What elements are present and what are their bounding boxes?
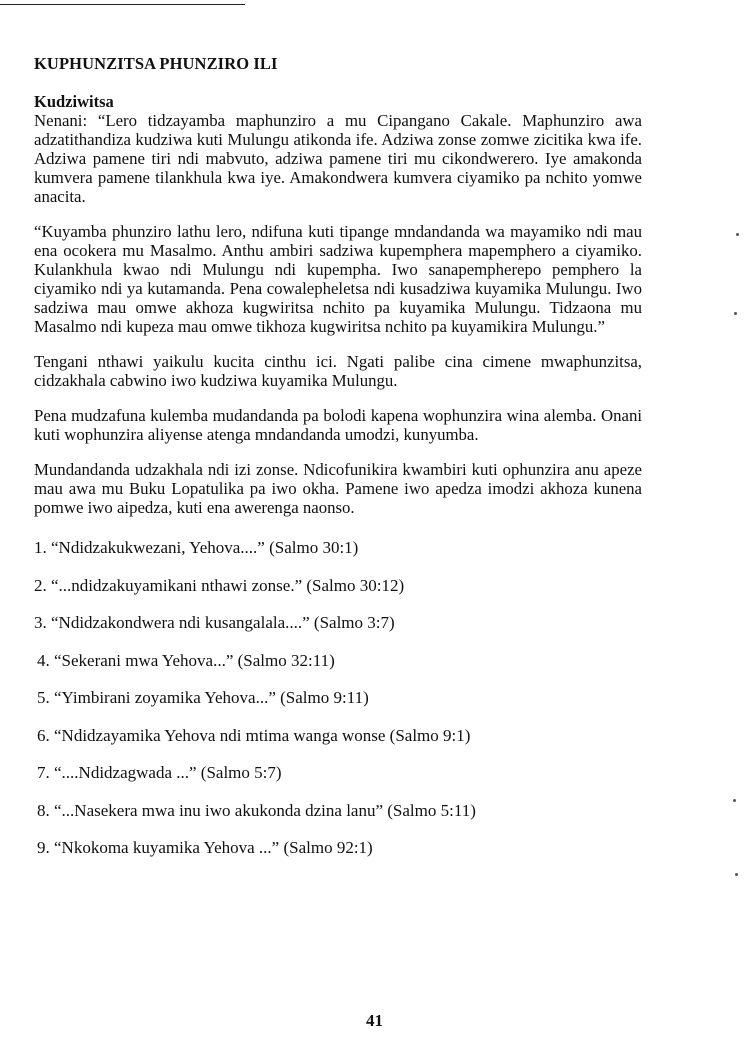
list-item: 8. “...Nasekera mwa inu iwo akukonda dzina lanu” (Salmo 5:11) [37, 800, 476, 820]
top-rule [0, 4, 245, 5]
paragraph-instructions: “Kuyamba phunziro lathu lero, ndifuna kuti tipange mndandanda wa mayamiko ndi mau ena ocokera mu Masalmo. Anthu ambiri sadziwa kupemphera mapemphero a ciyamiko. Kulankhula kwao ndi Mulungu ndi kupempha. Iwo sanapempherepo pemphero la ciyamiko ndi ya kutamanda. Pena cowalepheletsa ndi kusadziwa kuyamika Mulungu. Iwo sadziwa mau omwe akhoza kugwiritsa nchito pa kuyamika Mulungu. Tidzaona mu Masalmo ndi kupeza mau omwe tikhoza kugwiritsa nchito pa kuyamikira Mulungu.” [34, 222, 642, 336]
list-item: 4. “Sekerani mwa Yehova...” (Salmo 32:11) [37, 650, 335, 670]
margin-speck [736, 233, 739, 236]
list-item: 1. “Ndidzakukwezani, Yehova....” (Salmo 30:1) [34, 538, 359, 557]
page-number: 41 [366, 1011, 383, 1030]
list-item: 9. “Nkokoma kuyamika Yehova ...” (Salmo 92:1) [37, 838, 373, 857]
margin-speck [734, 312, 737, 315]
page-body [34, 54, 642, 876]
scripture-list [34, 538, 642, 858]
page-title: KUPHUNZITSA PHUNZIRO ILI [34, 54, 278, 73]
paragraph-time: Tengani nthawi yaikulu kucita cinthu ici. Ngati palibe cina cimene mwaphunzitsa, cidzakhala cabwino iwo kudziwa kuyamika Mulungu. [34, 352, 642, 390]
section-heading: Kudziwitsa [34, 92, 114, 111]
margin-speck [735, 873, 738, 876]
list-item: 6. “Ndidzayamika Yehova ndi mtima wanga wonse (Salmo 9:1) [37, 725, 471, 745]
paragraph-board: Pena mudzafuna kulemba mudandanda pa bolodi kapena wophunzira wina alemba. Onani kuti wophunzira aliyense atenga mndandanda umodzi, kunyumba. [34, 406, 642, 444]
paragraph-list-intro: Mundandanda udzakhala ndi izi zonse. Ndicofunikira kwambiri kuti ophunzira anu apeze mau awa mu Buku Lopatulika pa iwo okha. Pamene iwo apedza imodzi akhoza kunena pomwe iwo aipedza, kuti ena awerenga naonso. [34, 460, 642, 517]
paragraph-intro: Nenani: “Lero tidzayamba maphunziro a mu Cipangano Cakale. Maphunziro awa adzatithandiza kudziwa kuti Mulungu atikonda ife. Adziwa zonse zomwe zicitika kwa ife. Adziwa pamene tiri ndi mabvuto, adziwa pamene tiri mu cikondwerero. Iye amakonda kumvera pamene tilankhula kwa iye. Amakondwera kumvera ciyamiko pa nchito yomwe anacita. [34, 111, 642, 206]
list-item: 7. “....Ndidzagwada ...” (Salmo 5:7) [37, 763, 282, 782]
list-item: 2. “...ndidzakuyamikani nthawi zonse.” (Salmo 30:12) [34, 575, 405, 595]
list-item: 3. “Ndidzakondwera ndi kusangalala....” (Salmo 3:7) [34, 613, 395, 632]
margin-speck [733, 799, 736, 802]
list-item: 5. “Yimbirani zoyamika Yehova...” (Salmo 9:11) [37, 688, 369, 707]
